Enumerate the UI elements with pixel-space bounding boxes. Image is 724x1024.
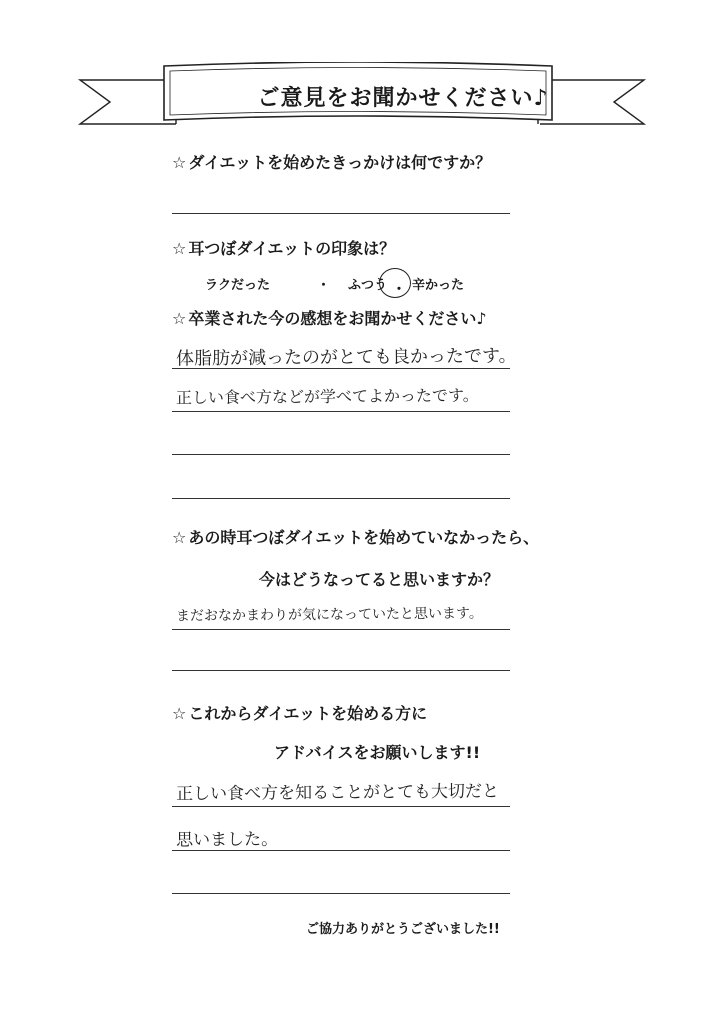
star-icon: ☆ (172, 704, 187, 723)
answer-3-line-2: 正しい食べ方などが学べてよかったです。 (175, 385, 479, 408)
question-1 (172, 150, 491, 173)
thanks-message: ご協力ありがとうございました!! (306, 922, 500, 937)
choice-normal[interactable]: ふつう (348, 278, 388, 293)
answer-line-4b (172, 670, 510, 671)
star-icon: ☆ (172, 153, 187, 172)
answer-line-3c (172, 454, 510, 455)
choice-separator: ・ (392, 282, 406, 298)
answer-line-5c (172, 893, 510, 894)
answer-line-5a (172, 806, 510, 807)
choice-hard[interactable]: 辛かった (412, 278, 465, 293)
question-4-label-line-1: あの時耳つぼダイエットを始めていなかったら、 (188, 528, 540, 547)
question-5 (172, 701, 427, 724)
answer-line-1 (172, 213, 510, 214)
question-2-label: 耳つぼダイエットの印象は？ (188, 239, 396, 258)
question-2 (172, 236, 395, 259)
answer-5-line-1: 正しい食べ方を知ることがとても大切だと (175, 781, 500, 805)
title-banner (58, 62, 658, 132)
question-4-line-2: 今はどうなってると思いますか？ (259, 570, 500, 589)
page-title: ご意見をお聞かせください♪ (257, 85, 549, 111)
choice-separator: ・ (317, 278, 331, 293)
question-3-label: 卒業された今の感想をお聞かせください♪ (188, 309, 487, 328)
question-5-label-line-1: これからダイエットを始める方に (188, 704, 428, 723)
star-icon: ☆ (172, 528, 187, 547)
answer-line-4a (172, 629, 510, 630)
choice-easy[interactable]: ラクだった (205, 278, 271, 293)
answer-line-5b (172, 850, 510, 851)
answer-3-line-1: 体脂肪が減ったのがとても良かったです。 (175, 345, 517, 370)
answer-line-3a (172, 368, 510, 369)
answer-line-3b (172, 411, 510, 412)
question-5-line-2: アドバイスをお願いします!! (274, 743, 481, 762)
question-3 (172, 306, 487, 329)
impression-choices (205, 270, 485, 296)
star-icon: ☆ (172, 309, 187, 328)
answer-line-3d (172, 498, 510, 499)
answer-5-line-2: 思いました。 (175, 829, 279, 851)
answer-4: まだおなかまわりが気になっていたと思います。 (175, 605, 483, 625)
question-1-label: ダイエットを始めたきっかけは何ですか？ (188, 153, 492, 172)
question-4 (172, 525, 539, 548)
star-icon: ☆ (172, 239, 187, 258)
